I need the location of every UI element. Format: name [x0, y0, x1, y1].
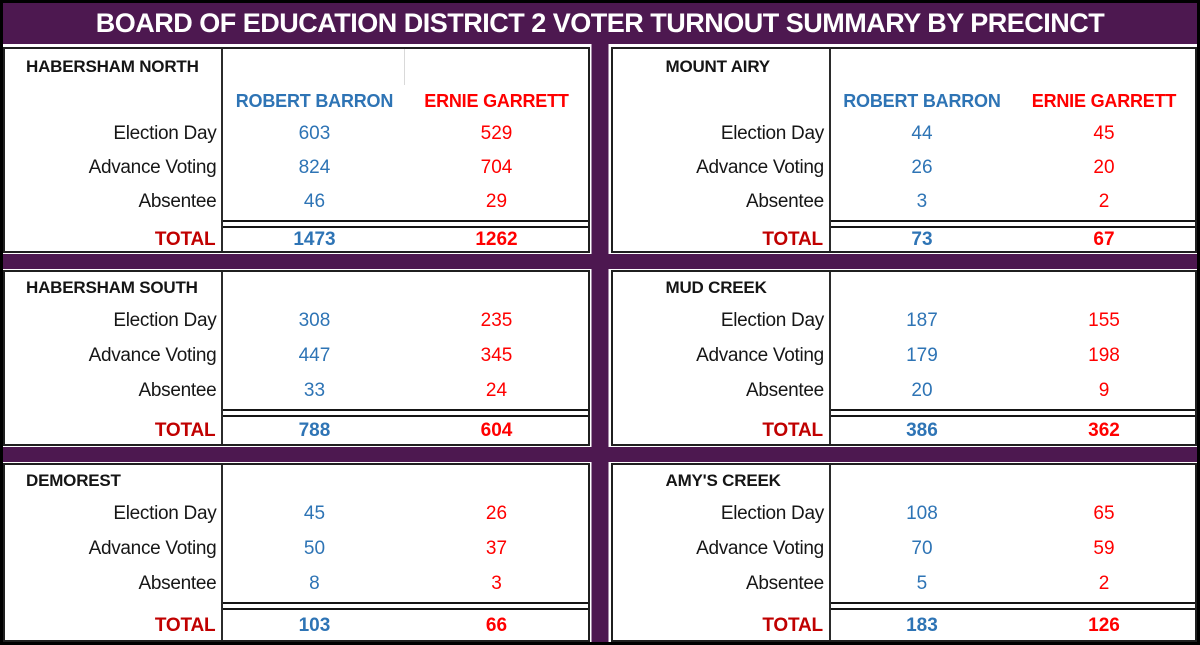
precinct-name: HABERSHAM NORTH — [5, 49, 223, 85]
precinct-panel-mud-creek — [611, 270, 1198, 446]
election-day-row — [5, 117, 588, 151]
total-count: 1473 — [293, 229, 336, 250]
total-label: TOTAL — [613, 611, 831, 640]
election-day-row — [5, 496, 588, 531]
row-label: Absentee — [613, 185, 831, 219]
double-rule — [223, 409, 587, 417]
row-label: Advance Voting — [613, 531, 831, 566]
precinct-panel-mount-airy — [611, 47, 1198, 253]
vote-count: 235 — [480, 309, 513, 331]
double-rule — [831, 602, 1195, 610]
vote-count: 9 — [1098, 379, 1110, 401]
vote-count: 187 — [906, 309, 938, 331]
total-row — [5, 418, 588, 444]
precinct-panel-demorest — [3, 463, 590, 642]
row-label: Advance Voting — [5, 531, 223, 566]
double-rule — [831, 409, 1195, 417]
vote-count: 29 — [485, 191, 508, 212]
double-rule — [223, 602, 587, 610]
vote-count: 45 — [1093, 123, 1115, 144]
advance-voting-row — [613, 531, 1196, 566]
vote-count: 46 — [303, 191, 326, 212]
gridline — [223, 49, 405, 85]
total-count: 103 — [298, 614, 331, 636]
precinct-panel-habersham-north — [3, 47, 590, 253]
vote-count: 155 — [1088, 309, 1120, 331]
total-row — [613, 611, 1196, 640]
row-label: Advance Voting — [613, 151, 831, 185]
total-label: TOTAL — [613, 229, 831, 251]
vote-count: 44 — [911, 123, 933, 144]
total-separator-row — [613, 601, 1196, 611]
total-separator-row — [613, 408, 1196, 418]
total-label: TOTAL — [5, 611, 223, 640]
absentee-row — [5, 373, 588, 408]
precinct-name: DEMOREST — [5, 465, 223, 496]
panels-area — [3, 44, 1197, 642]
row-label: Absentee — [613, 566, 831, 601]
advance-voting-row — [5, 531, 588, 566]
vote-count: 45 — [303, 502, 326, 524]
election-day-row — [613, 303, 1196, 338]
total-count: 126 — [1088, 614, 1120, 636]
absentee-row — [5, 185, 588, 219]
double-rule — [223, 220, 587, 228]
vote-count: 50 — [303, 537, 326, 559]
election-day-row — [613, 496, 1196, 531]
absentee-row — [5, 566, 588, 601]
vote-count: 2 — [1098, 191, 1110, 212]
row-label: Election Day — [613, 303, 831, 338]
precinct-name: AMY'S CREEK — [613, 465, 831, 496]
vote-count: 3 — [916, 191, 928, 212]
vote-count: 179 — [906, 344, 938, 366]
vote-count: 26 — [911, 157, 933, 178]
total-label: TOTAL — [5, 229, 223, 251]
candidate-header-barron: ROBERT BARRON — [843, 90, 1001, 111]
panel-title-row — [5, 272, 588, 303]
panel-title-row — [613, 465, 1196, 496]
absentee-row — [613, 566, 1196, 601]
election-day-row — [5, 303, 588, 338]
candidate-header-garrett: ERNIE GARRETT — [424, 90, 569, 111]
total-label: TOTAL — [613, 418, 831, 444]
total-count: 788 — [298, 420, 331, 441]
total-separator-row — [5, 408, 588, 418]
total-separator-row — [5, 219, 588, 229]
total-label: TOTAL — [5, 418, 223, 444]
vote-count: 5 — [916, 572, 928, 594]
precinct-panel-amys-creek — [611, 463, 1198, 642]
vote-count: 3 — [491, 572, 502, 594]
candidate-header-barron: ROBERT BARRON — [235, 90, 394, 111]
row-label: Advance Voting — [613, 338, 831, 373]
row-label: Absentee — [613, 373, 831, 408]
vote-count: 8 — [309, 572, 320, 594]
vote-count: 70 — [911, 537, 933, 559]
row-label: Absentee — [5, 373, 223, 408]
vote-count: 345 — [480, 344, 513, 366]
vote-count: 20 — [1093, 157, 1115, 178]
candidate-header-row — [613, 85, 1196, 117]
panel-title-row — [613, 272, 1196, 303]
total-count: 1262 — [475, 229, 518, 250]
vote-count: 824 — [298, 157, 331, 178]
total-row — [613, 418, 1196, 444]
vote-count: 20 — [911, 379, 933, 401]
total-count: 386 — [906, 420, 938, 441]
total-row — [5, 611, 588, 640]
vote-count: 704 — [480, 157, 513, 178]
advance-voting-row — [5, 151, 588, 185]
absentee-row — [613, 185, 1196, 219]
total-row — [5, 229, 588, 251]
vertical-divider — [592, 44, 609, 642]
candidate-header-garrett: ERNIE GARRETT — [1031, 90, 1177, 111]
panel-title-row — [613, 49, 1196, 85]
precinct-name: MUD CREEK — [613, 272, 831, 303]
vote-count: 198 — [1088, 344, 1120, 366]
vote-count: 603 — [298, 123, 331, 144]
panel-title-row — [5, 49, 588, 85]
advance-voting-row — [5, 338, 588, 373]
vote-count: 2 — [1098, 572, 1110, 594]
panel-title-row — [5, 465, 588, 496]
row-label: Election Day — [5, 496, 223, 531]
vote-count: 24 — [485, 379, 508, 401]
precinct-name: MOUNT AIRY — [613, 49, 831, 85]
vote-count: 529 — [480, 123, 513, 144]
total-separator-row — [613, 219, 1196, 229]
vote-count: 447 — [298, 344, 331, 366]
row-label: Election Day — [5, 303, 223, 338]
vote-count: 308 — [298, 309, 331, 331]
total-separator-row — [5, 601, 588, 611]
report-title: BOARD OF EDUCATION DISTRICT 2 VOTER TURNOUT SUMMARY BY PRECINCT — [3, 3, 1197, 44]
total-count: 362 — [1088, 420, 1120, 441]
total-row — [613, 229, 1196, 251]
precinct-panel-habersham-south — [3, 270, 590, 446]
vote-count: 108 — [906, 502, 938, 524]
vote-count: 33 — [303, 379, 326, 401]
row-label: Advance Voting — [5, 151, 223, 185]
row-label: Advance Voting — [5, 338, 223, 373]
election-day-row — [613, 117, 1196, 151]
precinct-name: HABERSHAM SOUTH — [5, 272, 223, 303]
total-count: 67 — [1093, 229, 1115, 250]
row-label: Election Day — [613, 117, 831, 151]
vote-count: 37 — [485, 537, 508, 559]
candidate-header-row — [5, 85, 588, 117]
vote-count: 59 — [1093, 537, 1115, 559]
vote-count: 65 — [1093, 502, 1115, 524]
total-count: 66 — [485, 614, 508, 636]
total-count: 604 — [480, 420, 513, 441]
row-label: Election Day — [5, 117, 223, 151]
advance-voting-row — [613, 338, 1196, 373]
absentee-row — [613, 373, 1196, 408]
total-count: 183 — [906, 614, 938, 636]
total-count: 73 — [911, 229, 933, 250]
double-rule — [831, 220, 1195, 228]
row-label: Absentee — [5, 566, 223, 601]
vote-count: 26 — [485, 502, 508, 524]
advance-voting-row — [613, 151, 1196, 185]
row-label: Election Day — [613, 496, 831, 531]
row-label: Absentee — [5, 185, 223, 219]
